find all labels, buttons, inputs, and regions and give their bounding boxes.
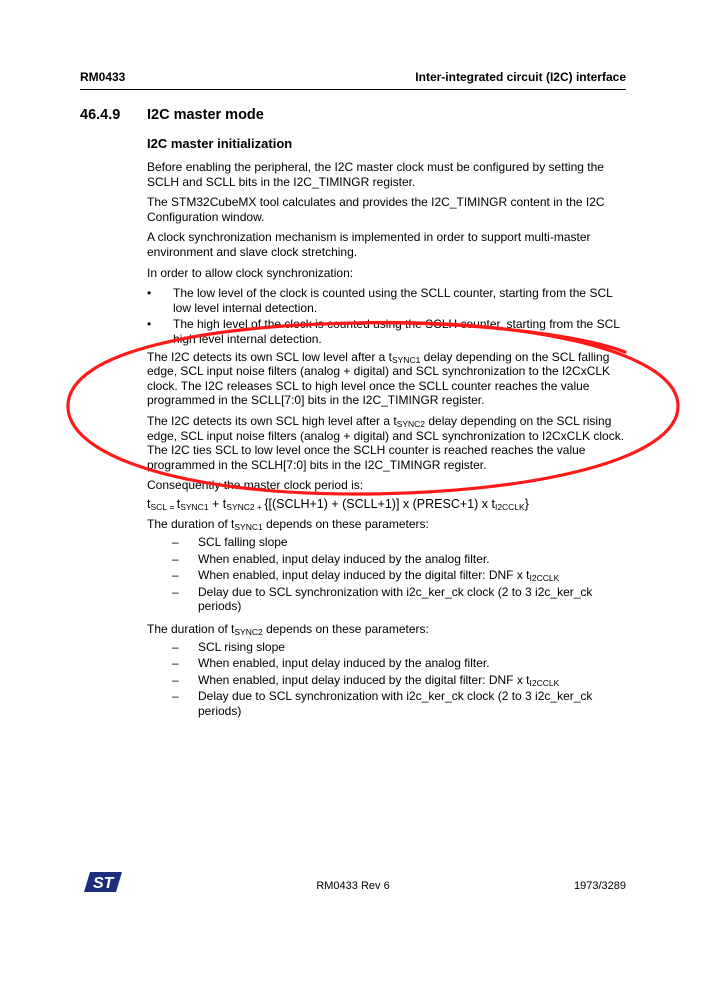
paragraph-sync1: The I2C detects its own SCL low level after a $t_{SYNC1}$ delay depending on the SCL falling edge, SCL input noise filters (analog + digital) and SCL synchronization to the I2CxCLK clock. The I2C releases SCL to high level once the SCLL counter reaches the value programmed in the SCLL[7:0] bits in the I2C_TIMINGR register. [147, 349, 611, 408]
list-item: – When enabled, input delay induced by the digital filter: DNF x $t_{I2CCLK}$ [172, 568, 560, 584]
footer-doc-rev: RM0433 Rev 6 [316, 880, 390, 892]
bullet-marker: • [147, 317, 152, 332]
list-item: – Delay due to SCL synchronization with i2c_ker_ck clock (2 to 3 i2c_ker_ck periods) [172, 689, 593, 718]
list-item: – SCL rising slope [172, 639, 285, 654]
paragraph: The STM32CubeMX tool calculates and provides the I2C_TIMINGR content in the I2C Configuration window. [147, 195, 605, 224]
list-item: – Delay due to SCL synchronization with i2c_ker_ck clock (2 to 3 i2c_ker_ck periods) [172, 584, 593, 614]
bullet-marker: • [147, 286, 152, 301]
duration-sync2-intro: The duration of $t_{SYNC2}$ depends on these parameters: [147, 622, 429, 638]
list-item: – When enabled, input delay induced by the analog filter. [172, 551, 490, 566]
list-item: – When enabled, input delay induced by the analog filter. [172, 656, 490, 671]
list-item: – SCL falling slope [172, 535, 288, 550]
list-item-text: The high level of the clock is counted using the SCLH counter, starting from the SCL high level internal detection. [173, 317, 620, 346]
paragraph-sync2: The I2C detects its own SCL high level after a $t_{SYNC2}$ delay depending on the SCL rising edge, SCL input noise filters (analog + digital) and SCL synchronization to I2CxCLK clock. The I2C ties SCL to low level once the SCLH counter is reached reaches the value programmed in the SCLH[7:0] bits in the I2C_TIMINGR register. [147, 413, 625, 472]
section-number: 46.4.9 [80, 107, 121, 123]
clock-period-formula: $t_{SCL}$ $_=$ $t_{SYNC1} + t_{SYNC2}$ $_+$ {[(SCLH+1) + (SCLL+1)] x (PRESC+1) x $t_{I2CCLK}$} [147, 496, 529, 512]
paragraph: A clock synchronization mechanism is implemented in order to support multi-master environment and slave clock stretching. [147, 230, 591, 259]
header-section-name: Inter-integrated circuit (I2C) interface [415, 70, 626, 84]
paragraph: Before enabling the peripheral, the I2C master clock must be configured by setting the SCLH and SCLL bits in the I2C_TIMINGR register. [147, 160, 604, 189]
paragraph: Consequently the master clock period is: [147, 478, 364, 493]
svg-text:ST: ST [93, 875, 114, 892]
footer-page-number: 1973/3289 [574, 880, 626, 892]
list-item: – When enabled, input delay induced by the digital filter: DNF x $t_{I2CCLK}$ [172, 672, 560, 688]
section-title: I2C master mode [147, 107, 264, 123]
header-doc-id: RM0433 [80, 70, 126, 84]
subsection-title: I2C master initialization [147, 136, 293, 151]
list-item-text: The low level of the clock is counted using the SCLL counter, starting from the SCL low level internal detection. [173, 286, 613, 315]
paragraph: In order to allow clock synchronization: [147, 265, 354, 280]
duration-sync1-intro: The duration of $t_{SYNC1}$ depends on these parameters: [147, 517, 429, 533]
